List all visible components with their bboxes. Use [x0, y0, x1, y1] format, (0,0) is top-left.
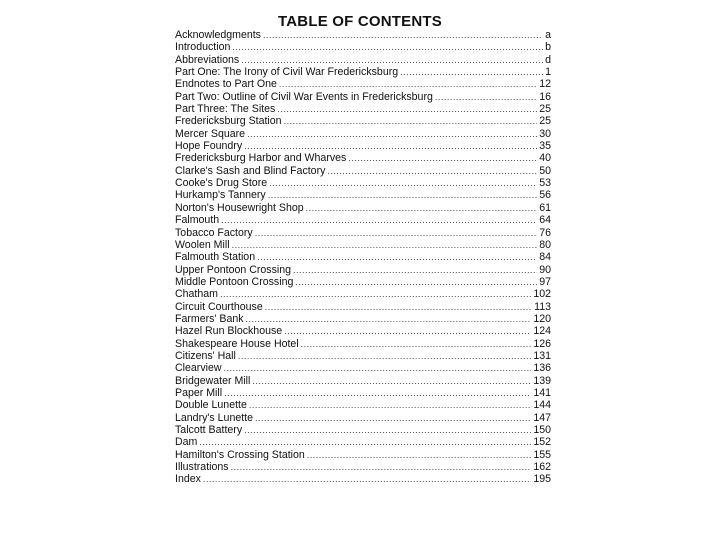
- toc-entry-title: Dam: [175, 436, 198, 449]
- toc-entry-tannery: [175, 189, 551, 201]
- toc-entry-falmouth: [175, 214, 551, 226]
- toc-entry-page: 155: [533, 448, 551, 461]
- toc-entry-acknowledgments: [175, 29, 551, 41]
- dot-leader: [224, 362, 532, 374]
- toc-entry-page: 102: [533, 288, 551, 301]
- toc-entry-middle-pontoon-crossing: [175, 276, 551, 288]
- dot-leader: [269, 177, 537, 189]
- dot-leader: [279, 78, 537, 90]
- toc-entry-title: Clearview: [175, 362, 222, 375]
- toc-entry-paper-mill: [175, 387, 551, 399]
- toc-entry-page: 141: [533, 386, 551, 399]
- toc-entry-page: 35: [539, 140, 551, 153]
- toc-entry-chatham: [175, 288, 551, 300]
- toc-entry-housewright-shop: [175, 202, 551, 214]
- dot-leader: [265, 301, 532, 313]
- toc-entry-title: Abbreviations: [175, 53, 240, 66]
- toc-entry-title: Bridgewater Mill: [175, 374, 251, 387]
- toc-entry-woolen-mill: [175, 239, 551, 251]
- dot-leader: [238, 350, 531, 362]
- dot-leader: [327, 165, 537, 177]
- toc-entry-title: Falmouth: [175, 214, 220, 227]
- toc-entry-title: Chatham: [175, 288, 218, 301]
- toc-entry-title: Hamilton's Crossing Station: [175, 448, 305, 461]
- toc-entry-title: Endnotes to Part One: [175, 78, 277, 91]
- toc-entry-hope-foundry: [175, 140, 551, 152]
- toc-entry-page: 84: [539, 251, 551, 264]
- toc-entry-title: Illustrations: [175, 461, 229, 474]
- toc-entry-double-lunette: [175, 399, 551, 411]
- toc-entry-page: 147: [533, 411, 551, 424]
- toc-entry-title: Landry's Lunette: [175, 411, 253, 424]
- toc-entry-page: a: [545, 29, 551, 41]
- table-of-contents: [175, 29, 551, 486]
- toc-entry-page: 80: [539, 238, 551, 251]
- toc-entry-page: 25: [539, 115, 551, 128]
- dot-leader: [268, 189, 537, 201]
- toc-entry-tobacco-factory: [175, 227, 551, 239]
- toc-entry-title: Double Lunette: [175, 399, 247, 412]
- toc-entry-farmers-bank: [175, 313, 551, 325]
- toc-entry-title: Mercer Square: [175, 127, 246, 140]
- dot-leader: [306, 202, 538, 214]
- toc-entry-page: 40: [539, 152, 551, 165]
- dot-leader: [241, 54, 543, 66]
- toc-entry-landrys-lunette: [175, 412, 551, 424]
- dot-leader: [244, 424, 531, 436]
- toc-entry-title: Cooke's Drug Store: [175, 177, 268, 190]
- dot-leader: [246, 313, 532, 325]
- toc-entry-page: 139: [533, 374, 551, 387]
- toc-entry-page: 64: [539, 214, 551, 227]
- toc-entry-page: 162: [533, 461, 551, 474]
- dot-leader: [232, 41, 543, 53]
- toc-entry-page: 152: [533, 436, 551, 449]
- toc-entry-abbreviations: [175, 54, 551, 66]
- dot-leader: [348, 152, 537, 164]
- toc-entry-page: d: [545, 53, 551, 66]
- dot-leader: [231, 461, 532, 473]
- toc-entry-title: Part One: The Irony of Civil War Fredericksburg: [175, 66, 399, 79]
- toc-entry-page: 144: [533, 399, 551, 412]
- dot-leader: [277, 103, 537, 115]
- dot-leader: [263, 29, 543, 41]
- dot-leader: [257, 251, 537, 263]
- toc-entry-title: Tobacco Factory: [175, 226, 253, 239]
- toc-entry-page: 113: [534, 300, 551, 313]
- toc-entry-fredericksburg-station: [175, 115, 551, 127]
- dot-leader: [301, 338, 532, 350]
- toc-entry-shakespeare-house-hotel: [175, 338, 551, 350]
- toc-entry-title: Acknowledgments: [175, 29, 261, 41]
- toc-entry-drug-store: [175, 177, 551, 189]
- toc-entry-falmouth-station: [175, 251, 551, 263]
- dot-leader: [249, 399, 531, 411]
- toc-entry-page: b: [545, 41, 551, 54]
- toc-entry-sash-and-blind-factory: [175, 165, 551, 177]
- dot-leader: [232, 239, 538, 251]
- toc-entry-mercer-square: [175, 128, 551, 140]
- page-title: TABLE OF CONTENTS: [278, 13, 442, 31]
- dot-leader: [252, 375, 531, 387]
- toc-entry-page: 76: [539, 226, 551, 239]
- toc-entry-page: 25: [539, 103, 551, 116]
- toc-entry-title: Hazel Run Blockhouse: [175, 325, 283, 338]
- toc-entry-title: Norton's Housewright Shop: [175, 201, 304, 214]
- toc-entry-page: 131: [533, 349, 551, 362]
- dot-leader: [400, 66, 543, 78]
- toc-entry-title: Talcott Battery: [175, 424, 243, 436]
- toc-entry-page: 136: [533, 362, 551, 375]
- toc-entry-endnotes-part-one: [175, 78, 551, 90]
- dot-leader: [307, 449, 532, 461]
- toc-entry-upper-pontoon-crossing: [175, 264, 551, 276]
- toc-entry-title: Woolen Mill: [175, 238, 230, 251]
- dot-leader: [220, 288, 531, 300]
- toc-entry-title: Citizens' Hall: [175, 349, 236, 362]
- toc-entry-title: Shakespeare House Hotel: [175, 337, 299, 350]
- toc-entry-page: 53: [539, 177, 551, 190]
- toc-entry-hamiltons-crossing-station: [175, 449, 551, 461]
- toc-entry-bridgewater-mill: [175, 375, 551, 387]
- toc-entry-title: Part Two: Outline of Civil War Events in Fredericksburg: [175, 90, 433, 103]
- dot-leader: [284, 115, 538, 127]
- toc-entry-index: [175, 473, 551, 485]
- dot-leader: [199, 436, 531, 448]
- toc-entry-page: 150: [533, 424, 551, 436]
- toc-entry-page: 90: [539, 263, 551, 276]
- toc-entry-title: Fredericksburg Harbor and Wharves: [175, 152, 347, 165]
- toc-entry-page: 61: [539, 201, 551, 214]
- toc-entry-title: Index: [175, 473, 201, 486]
- dot-leader: [255, 227, 537, 239]
- toc-entry-page: 56: [539, 189, 551, 202]
- toc-entry-harbor-and-wharves: [175, 152, 551, 164]
- toc-entry-part-three: [175, 103, 551, 115]
- toc-entry-title: Hurkamp's Tannery: [175, 189, 266, 202]
- toc-entry-title: Middle Pontoon Crossing: [175, 275, 294, 288]
- dot-leader: [244, 140, 537, 152]
- toc-entry-page: 50: [539, 164, 551, 177]
- toc-entry-title: Upper Pontoon Crossing: [175, 263, 292, 276]
- toc-entry-title: Hope Foundry: [175, 140, 243, 153]
- toc-entry-page: 126: [533, 337, 551, 350]
- toc-entry-page: 97: [539, 275, 551, 288]
- toc-entry-hazel-run-blockhouse: [175, 325, 551, 337]
- toc-entry-clearview: [175, 362, 551, 374]
- toc-entry-title: Introduction: [175, 41, 231, 54]
- toc-entry-citizens-hall: [175, 350, 551, 362]
- toc-entry-illustrations: [175, 461, 551, 473]
- toc-entry-dam: [175, 436, 551, 448]
- toc-entry-talcott-battery: [175, 424, 551, 436]
- dot-leader: [203, 473, 531, 485]
- dot-leader: [247, 128, 537, 140]
- dot-leader: [221, 214, 537, 226]
- toc-entry-part-two: [175, 91, 551, 103]
- toc-entry-page: 1: [545, 66, 551, 79]
- dot-leader: [435, 91, 537, 103]
- toc-entry-title: Clarke's Sash and Blind Factory: [175, 164, 326, 177]
- dot-leader: [255, 412, 531, 424]
- toc-entry-page: 12: [539, 78, 551, 91]
- toc-entry-title: Paper Mill: [175, 386, 223, 399]
- toc-entry-page: 30: [539, 127, 551, 140]
- dot-leader: [224, 387, 531, 399]
- dot-leader: [295, 276, 537, 288]
- toc-entry-circuit-courthouse: [175, 301, 551, 313]
- toc-entry-title: Fredericksburg Station: [175, 115, 282, 128]
- toc-entry-title: Falmouth Station: [175, 251, 256, 264]
- dot-leader: [293, 264, 537, 276]
- toc-entry-page: 16: [539, 90, 551, 103]
- toc-entry-page: 195: [533, 473, 551, 486]
- toc-entry-part-one: [175, 66, 551, 78]
- toc-entry-title: Part Three: The Sites: [175, 103, 276, 116]
- toc-entry-introduction: [175, 41, 551, 53]
- toc-entry-page: 120: [533, 312, 551, 325]
- toc-entry-page: 124: [533, 325, 551, 338]
- toc-entry-title: Circuit Courthouse: [175, 300, 263, 313]
- dot-leader: [284, 325, 531, 337]
- toc-entry-title: Farmers' Bank: [175, 312, 244, 325]
